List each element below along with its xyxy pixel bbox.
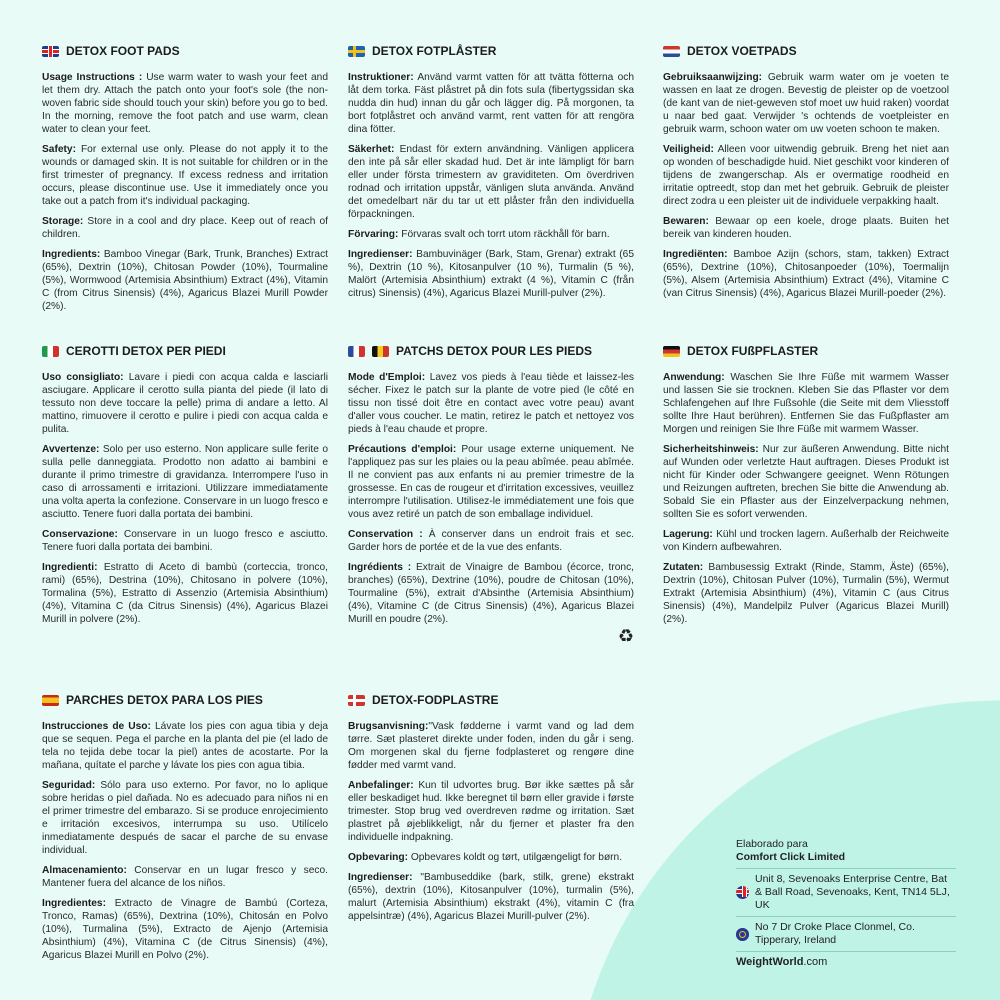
section-dk	[348, 693, 634, 930]
dk-flag-icon	[348, 695, 365, 706]
paragraph	[348, 143, 634, 221]
paragraph-label: Förvaring:	[348, 229, 399, 240]
paragraph-label: Safety:	[42, 144, 76, 155]
es-flag-icon	[42, 695, 59, 706]
manufacturer-info	[736, 838, 956, 968]
paragraph-label: Brugsanvisning:	[348, 721, 429, 732]
uk-flag-icon	[736, 886, 749, 899]
paragraph-label: Anwendung:	[663, 372, 725, 383]
paragraph	[42, 779, 328, 857]
paragraph-text: Endast för extern användning. Vänligen applicera den inte på sår eller skadad hud. Det är inte lämpligt för barn eller under första trimestern av graviditeten. Om överdriven rodnad och irritation uppstår, vänligen sluta använda. Använd det omedelbart när du tar ut ett plåster från den individuella förpackningen.	[348, 144, 634, 220]
eu-flag-icon	[736, 928, 749, 941]
paragraph-text: "Bambuseddike (bark, stilk, grene) ekstrakt (65%), dextrin (10%), Kitosanpulver (10%), turmalin (5%), malurt (Artemisia Absinthium) ekstrakt (4%), vitamin C (fra appelsintræ) (4%), Agaricus Blazei Murill-pulver (2%).	[348, 872, 634, 922]
se-flag-icon	[348, 46, 365, 57]
ie-address: No 7 Dr Croke Place Clonmel, Co. Tipperary, Ireland	[755, 921, 915, 946]
paragraph-text: Use warm water to wash your feet and let them dry. Attach the patch onto your foot's sole (the non-woven fabric side should touch your skin) before you go to bed. In the morning, remove the foot patch and use warm, clean water to clean your feet.	[42, 72, 328, 135]
paragraph	[42, 720, 328, 772]
website-brand: WeightWorld	[736, 956, 804, 968]
paragraph-label: Usage Instructions :	[42, 72, 143, 83]
paragraph	[348, 871, 634, 923]
paragraph-text: Kun til udvortes brug. Bør ikke sættes på sår eller beskadiget hud. Ikke beregnet til børn eller gravide i første trimester. Stop brug ved overdreven rødme og irritation. Sæt plastret på øjeblikkeligt, når du fjerner et plaster fra den individuelle indpakning.	[348, 780, 634, 843]
paragraph-label: Instrucciones de Uso:	[42, 721, 151, 732]
paragraph	[663, 443, 949, 521]
paragraph-text: Extracto de Vinagre de Bambú (Corteza, Tronco, Ramas) (65%), Dextrina (10%), Chitosán en Polvo (10%), Turmalina (5%), Extracto de Ajenjo (Artemisia Absinthium) (4%), Vitamina C (de Citrus Sinensis) (4%), Agaricus Blazei Murill en Polvo (2%).	[42, 898, 328, 961]
paragraph-label: Gebruiksaanwijzing:	[663, 72, 763, 83]
paragraph-label: Ingredientes:	[42, 898, 106, 909]
fr-flag-icon	[348, 346, 365, 357]
paragraph-label: Ingredienti:	[42, 562, 98, 573]
paragraph	[348, 720, 634, 772]
de-flag-icon	[663, 346, 680, 357]
ie-address-row	[736, 916, 956, 951]
section-title: DETOX-FODPLASTRE	[372, 693, 499, 707]
paragraph-label: Avvertenze:	[42, 444, 100, 455]
section-fr-be	[348, 344, 634, 633]
paragraph-label: Ingredienser:	[348, 872, 413, 883]
section-de	[663, 344, 949, 633]
paragraph-label: Conservation :	[348, 529, 423, 540]
paragraph-text: Kühl und trocken lagern. Außerhalb der Reichweite von Kindern aufbewahren.	[663, 529, 949, 553]
paragraph-label: Lagerung:	[663, 529, 713, 540]
section-title: PATCHS DETOX POUR LES PIEDS	[396, 344, 593, 358]
section-title: DETOX FUßPFLASTER	[687, 344, 819, 358]
be-flag-icon	[372, 346, 389, 357]
section-uk	[42, 44, 328, 320]
section-title: DETOX VOETPADS	[687, 44, 797, 58]
section-header	[348, 44, 634, 58]
paragraph-text: Använd varmt vatten för att tvätta fötterna och låt dem torka. Fäst plåstret på din fots sula (fibertygssidan ska nudda din hud) innan du går och lägger dig. På morgonen, ta bort fotplåstret och använd varmt, rent vatten för att rengöra dina fötter.	[348, 72, 634, 135]
paragraph-label: Mode d'Emploi:	[348, 372, 426, 383]
paragraph-label: Conservazione:	[42, 529, 118, 540]
section-title: DETOX FOOT PADS	[66, 44, 180, 58]
paragraph-label: Veiligheid:	[663, 144, 714, 155]
paragraph-text: Solo per uso esterno. Non applicare sulle ferite o sulla pelle danneggiata. Prodotto non adatto ai bambini e durante il primo trimestre di gravidanza. Interrompere l'uso in caso di arrossamenti e irritazioni. Utilizzare immediatamente una volta aperta la confezione. Conservare in un luogo fresco e asciutto. Tenere fuori dalla portata dei bambini.	[42, 444, 328, 520]
paragraph-text: Nur zur äußeren Anwendung. Bitte nicht auf Wunden oder verletzte Haut auftragen. Dieses Produkt ist nicht für Kinder oder Schwangere geeignet. Wenn Rötungen und Reizungen auftreten, brechen Sie bitte die Anwendung ab. Sobald Sie ein Pflaster aus der Einzelverpackung nehmen, sollten Sie es sofort verwenden.	[663, 444, 949, 520]
paragraph	[663, 528, 949, 554]
paragraph-label: Opbevaring:	[348, 852, 409, 863]
paragraph	[42, 528, 328, 554]
paragraph	[348, 443, 634, 521]
paragraph-text: Extrait de Vinaigre de Bambou (écorce, tronc, branches) (65%), Dextrine (10%), poudre de Chitosan (10%), Tourmaline (5%), extrait d'Absinthe (Artemisia Absinthium) (4%), Vitamine C (de Citrus Sinensis) (4%), Agaricus Blazei Murill en poudre (2%).	[348, 562, 635, 625]
paragraph	[42, 143, 328, 208]
paragraph-label: Uso consigliato:	[42, 372, 124, 383]
paragraph	[663, 71, 949, 136]
paragraph	[663, 561, 949, 626]
paragraph	[663, 371, 949, 436]
paragraph-label: Précautions d'emploi:	[348, 444, 457, 455]
paragraph-text: Estratto di Aceto di bambù (corteccia, tronco, rami) (65%), Destrina (10%), Chitosano in polvere (10%), Tormalina (5%), Estratto di Assenzio (Artemisia Absinthium) (4%), Vitamina C (da Citrus Sinensis) (4%), Agaricus Blazei Murill in polvere (2%).	[42, 562, 328, 625]
paragraph-text: Lavez vos pieds à l'eau tiède et laissez-les sécher. Fixez le patch sur la plante de votre pied (le côté en tissu non tissé doit être en contact avec votre peau) avant d'aller vous coucher. Le matin, retirez le patch et nettoyez vos pieds à l'eau chaude et propre.	[348, 372, 634, 435]
paragraph-label: Zutaten:	[663, 562, 704, 573]
paragraph	[42, 897, 328, 962]
triman-recycling-icon: ♻	[617, 626, 635, 646]
paragraph-text: Opbevares koldt og tørt, utilgængeligt for børn.	[408, 852, 623, 863]
section-header	[663, 44, 949, 58]
section-it	[42, 344, 328, 633]
paragraph-text: "Vask fødderne i varmt vand og lad dem tørre. Sæt plasteret direkte under foden, inden du går i seng. Om morgenen skal du fjerne fodplasteret og rengøre dine fødder med varmt vand.	[348, 721, 634, 771]
section-header	[348, 693, 634, 707]
paragraph	[348, 71, 634, 136]
paragraph-text: Conservar en un lugar fresco y seco. Mantener fuera del alcance de los niños.	[42, 865, 328, 889]
company-name: Comfort Click Limited	[736, 851, 846, 863]
paragraph-text: Lavare i piedi con acqua calda e lasciarli asciugare. Applicare il cerotto sulla pianta del piede (il lato di tessuto non deve toccare la pelle) prima di andare a letto. Al mattino, rimuovere il cerotto e pulire i piedi con acqua calda e pulita.	[42, 372, 328, 435]
paragraph	[663, 248, 949, 300]
paragraph	[42, 561, 328, 626]
paragraph-label: Anbefalinger:	[348, 780, 414, 791]
section-header	[348, 344, 634, 358]
paragraph-label: Säkerhet:	[348, 144, 395, 155]
paragraph-text: Bamboe Azijn (schors, stam, takken) Extract (65%), Dextrine (10%), Chitosanpoeder (10%), Toermalijn (5%), Alsem (Artemisia Absinthium) Extract (4%), Vitamine C (van Citrus Sinensis) (4%), Agaricus Blazei Murill-poeder (2%).	[663, 249, 949, 299]
paragraph-text: Bewaar op een koele, droge plaats. Buiten het bereik van kinderen houden.	[663, 216, 949, 240]
nl-flag-icon	[663, 46, 680, 57]
website-suffix: .com	[803, 956, 828, 968]
paragraph	[348, 528, 634, 554]
paragraph-text: À conserver dans un endroit frais et sec. Garder hors de portée et de la vue des enfants.	[348, 529, 634, 553]
section-nl	[663, 44, 949, 307]
paragraph-label: Bewaren:	[663, 216, 709, 227]
paragraph-text: Alleen voor uitwendig gebruik. Breng het niet aan op wonden of beschadigde huid. Niet geschikt voor kinderen of tijdens de zwangerschap. Als er overmatige roodheid en irritatie optreedt, stop dan met het gebruik. Gebruik de pleister direct zodra u een pleister uit de individuele verpakking haalt.	[663, 144, 949, 207]
section-header	[663, 344, 949, 358]
uk-flag-icon	[42, 46, 59, 57]
uk-address-row	[736, 868, 956, 916]
section-title: DETOX FOTPLÅSTER	[372, 44, 497, 58]
paragraph	[42, 71, 328, 136]
paragraph	[348, 561, 634, 626]
uk-address: Unit 8, Sevenoaks Enterprise Centre, Bat & Ball Road, Sevenoaks, Kent, TN14 5LJ, UK	[755, 873, 950, 911]
paragraph	[663, 143, 949, 208]
paragraph	[348, 248, 634, 300]
section-header	[42, 44, 328, 58]
paragraph	[42, 864, 328, 890]
paragraph	[663, 215, 949, 241]
section-title: CEROTTI DETOX PER PIEDI	[66, 344, 226, 358]
paragraph	[348, 371, 634, 436]
paragraph-text: Lávate los pies con agua tibia y deja que se sequen. Pega el parche en la planta del pie (el lado de tela no tejida debe tocar la piel) antes de acostarte. Por la mañana, quítate el parche y lávate los pies con agua tibia.	[42, 721, 328, 771]
paragraph-label: Ingrediënten:	[663, 249, 728, 260]
paragraph	[348, 228, 634, 241]
section-header	[42, 344, 328, 358]
paragraph-text: Bamboo Vinegar (Bark, Trunk, Branches) Extract (65%), Dextrin (10%), Chitosan Powder (10%), Tourmaline (5%), Wormwood (Artemisia Absinthium) Extract (4%), Vitamin C (from Citrus Sinensis) (4%), Agaricus Blazei Murill Powder (2%).	[42, 249, 328, 312]
paragraph-text: Conservare in un luogo fresco e asciutto. Tenere fuori dalla portata dei bambini.	[42, 529, 328, 553]
paragraph-text: Sólo para uso externo. Por favor, no lo aplique sobre heridas o piel dañada. No es adecuado para niños ni en el primer trimestre del embarazo. Si se produce enrojecimiento e irritación excesivos, interrumpa su uso. Utilícelo inmediatamente después de sacar el parche de su envase individual.	[42, 780, 328, 856]
paragraph-text: Bambusessig Extrakt (Rinde, Stamm, Äste) (65%), Dextrin (10%), Chitosan Pulver (10%), Turmalin (5%), Wermut Extrakt (Artemisia Absinthium) (4%), Vitamin C (aus Citrus Sinensis) (4%), Mandelpilz Pulver (Agaricus Blazei Murill) (2%).	[663, 562, 949, 625]
section-se	[348, 44, 634, 307]
paragraph-label: Ingrédients :	[348, 562, 412, 573]
paragraph-label: Sicherheitshinweis:	[663, 444, 759, 455]
paragraph-label: Storage:	[42, 216, 84, 227]
paragraph	[42, 215, 328, 241]
section-title: PARCHES DETOX PARA LOS PIES	[66, 693, 263, 707]
paragraph-text: For external use only. Please do not apply it to the wounds or damaged skin. It is not suitable for children or in the first trimester of pregnancy. If excess redness and irritation occurs, please discontinue use. Use it immediately once you take out a patch from it's individual packaging.	[42, 144, 328, 207]
paragraph-text: Förvaras svalt och torrt utom räckhåll för barn.	[398, 229, 610, 240]
paragraph-text: Waschen Sie Ihre Füße mit warmem Wasser und lassen Sie sie trocknen. Kleben Sie das Pflaster vor dem Schlafengehen auf Ihre Fußsohle (die Seite mit dem Vliesstoff sollte Ihre Haut berühren). Entfernen Sie das Fußpflaster am Morgen und reinigen Sie Ihre Füße mit warmem Wasser.	[663, 372, 949, 435]
paragraph	[42, 248, 328, 313]
paragraph	[348, 779, 634, 844]
paragraph-label: Almacenamiento:	[42, 865, 127, 876]
paragraph	[348, 851, 634, 864]
section-header	[42, 693, 328, 707]
paragraph-text: Pour usage externe uniquement. Ne l'appliquez pas sur les plaies ou la peau abîmée. peau abîmée. Il ne convient pas aux enfants ni au premier trimestre de la grossesse. En cas de rougeur et d'irritation excessives, veuillez interrompre l'utilisation. Utilisez-le immédiatement une fois que vous avez retiré un patch de son emballage individuel.	[348, 444, 634, 520]
paragraph-label: Ingredienser:	[348, 249, 413, 260]
paragraph	[42, 371, 328, 436]
paragraph-text: Bambuvinäger (Bark, Stam, Grenar) extrakt (65 %), Dextrin (10 %), Kitosanpulver (10 %), Turmalin (5 %), Malört (Artemisia Absinthium) extrakt (4 %), Vitamin C (från citrus) Sinensis) (4%), Agaricus Blazei Murill-pulver (2%).	[348, 249, 634, 299]
paragraph-text: Store in a cool and dry place. Keep out of reach of children.	[42, 216, 328, 240]
made-for-label: Elaborado para	[736, 838, 808, 850]
website	[736, 951, 956, 968]
section-es	[42, 693, 328, 969]
paragraph-text: Gebruik warm water om je voeten te wassen en laat ze drogen. Bevestig de pleister op de voetzool (de kant van de niet-geweven stof moet uw huid raken) voordat u naar bed gaat. Verwijder 's ochtends de voetpleister en gebruik warm, schoon water om uw voeten schoon te maken.	[663, 72, 949, 135]
it-flag-icon	[42, 346, 59, 357]
paragraph-label: Seguridad:	[42, 780, 96, 791]
paragraph-label: Instruktioner:	[348, 72, 414, 83]
paragraph-label: Ingredients:	[42, 249, 101, 260]
paragraph	[42, 443, 328, 521]
